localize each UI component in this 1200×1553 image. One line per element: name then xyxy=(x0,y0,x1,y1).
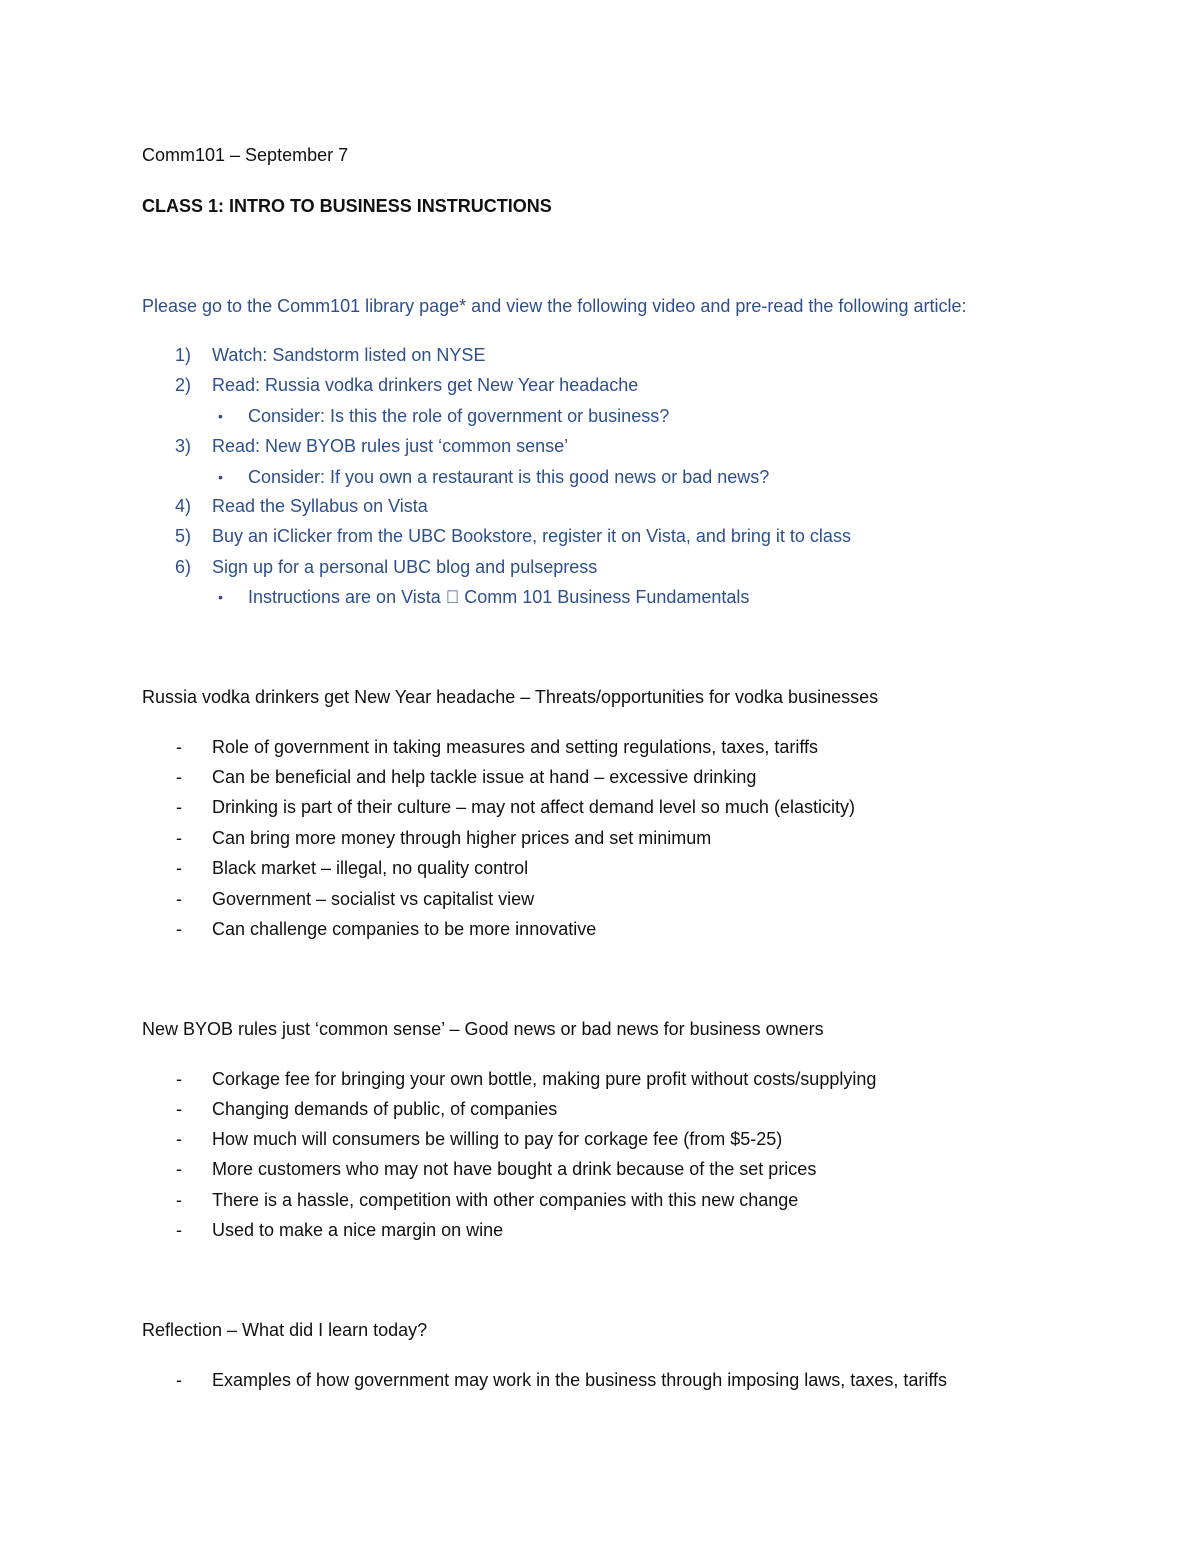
dash-icon: - xyxy=(176,797,182,817)
list-item-number: 5) xyxy=(175,526,192,546)
dash-icon: - xyxy=(176,1069,182,1089)
list-item: Examples of how government may work in the business through imposing laws, taxes, tariffs xyxy=(212,1370,948,1390)
list-item-number: 6) xyxy=(175,557,192,577)
list-item: Read the Syllabus on Vista xyxy=(212,496,428,516)
list-item: Read: Russia vodka drinkers get New Year headache xyxy=(212,375,639,395)
list-item: Can be beneficial and help tackle issue at hand – excessive drinking xyxy=(212,767,757,787)
list-item: Role of government in taking measures and setting regulations, taxes, tariffs xyxy=(212,737,818,757)
list-item: Can challenge companies to be more innovative xyxy=(212,919,597,939)
list-item: Changing demands of public, of companies xyxy=(212,1099,558,1119)
dash-icon: - xyxy=(176,1190,182,1210)
bullet-icon: • xyxy=(218,469,223,485)
list-item: Read: New BYOB rules just ‘common sense’ xyxy=(212,436,569,456)
list-item-number: 2) xyxy=(175,375,192,395)
bullet-icon: • xyxy=(218,589,223,605)
class-title: CLASS 1: INTRO TO BUSINESS INSTRUCTIONS xyxy=(142,196,552,216)
list-item-number: 3) xyxy=(175,436,192,456)
course-date: Comm101 – September 7 xyxy=(142,145,349,165)
list-item: There is a hassle, competition with other companies with this new change xyxy=(212,1190,799,1210)
dash-icon: - xyxy=(176,737,182,757)
list-item: Watch: Sandstorm listed on NYSE xyxy=(212,345,486,365)
list-item: Black market – illegal, no quality control xyxy=(212,858,529,878)
dash-icon: - xyxy=(176,767,182,787)
instructions-intro: Please go to the Comm101 library page* and view the following video and pre-read the following article: xyxy=(142,296,967,316)
dash-icon: - xyxy=(176,1370,182,1390)
dash-icon: - xyxy=(176,828,182,848)
list-item: More customers who may not have bought a drink because of the set prices xyxy=(212,1159,817,1179)
dash-icon: - xyxy=(176,919,182,939)
dash-icon: - xyxy=(176,1099,182,1119)
list-subitem: Instructions are on Vista   Comm 101 Business Fundamentals xyxy=(248,587,750,607)
dash-icon: - xyxy=(176,858,182,878)
list-item: Buy an iClicker from the UBC Bookstore, register it on Vista, and bring it to class xyxy=(212,526,851,546)
list-item: How much will consumers be willing to pay for corkage fee (from $5-25) xyxy=(212,1129,783,1149)
bullet-icon: • xyxy=(218,408,223,424)
section-heading-vodka: Russia vodka drinkers get New Year headache – Threats/opportunities for vodka businesses xyxy=(142,687,879,707)
list-item: Can bring more money through higher prices and set minimum xyxy=(212,828,712,848)
section-heading-byob: New BYOB rules just ‘common sense’ – Good news or bad news for business owners xyxy=(142,1019,824,1039)
section-heading-reflection: Reflection – What did I learn today? xyxy=(142,1320,428,1340)
dash-icon: - xyxy=(176,889,182,909)
list-item: Corkage fee for bringing your own bottle, making pure profit without costs/supplying xyxy=(212,1069,877,1089)
dash-icon: - xyxy=(176,1220,182,1240)
list-subitem: Consider: If you own a restaurant is this good news or bad news? xyxy=(248,467,770,487)
dash-icon: - xyxy=(176,1129,182,1149)
list-item-number: 1) xyxy=(175,345,192,365)
list-subitem: Consider: Is this the role of government or business? xyxy=(248,406,670,426)
list-item: Sign up for a personal UBC blog and pulsepress xyxy=(212,557,598,577)
list-item-number: 4) xyxy=(175,496,192,516)
list-item: Drinking is part of their culture – may not affect demand level so much (elasticity) xyxy=(212,797,855,817)
dash-icon: - xyxy=(176,1159,182,1179)
list-item: Used to make a nice margin on wine xyxy=(212,1220,504,1240)
list-item: Government – socialist vs capitalist view xyxy=(212,889,535,909)
